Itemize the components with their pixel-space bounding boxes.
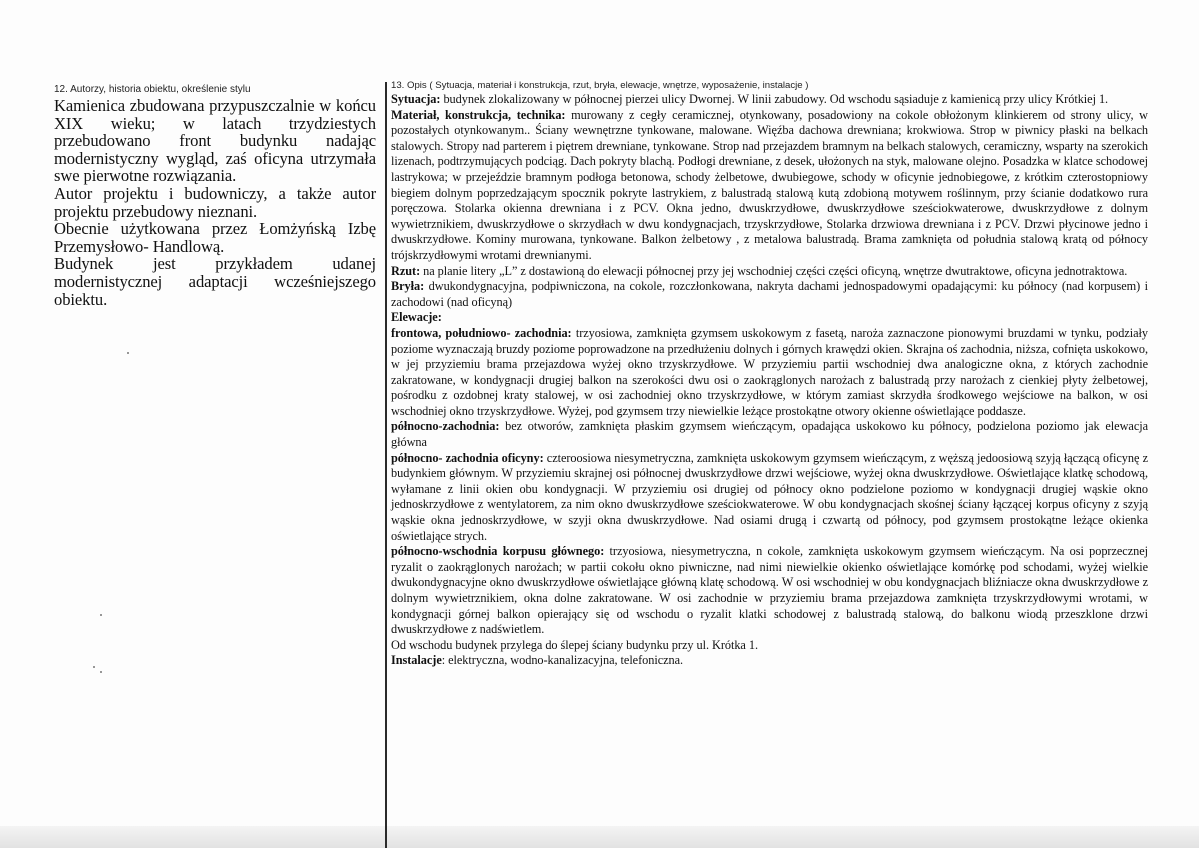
annex-elevation-paragraph — [391, 451, 1148, 545]
column-divider — [385, 82, 387, 848]
massing-label: Bryła: — [391, 279, 425, 294]
section-13-description — [391, 80, 1148, 669]
northeast-elevation-paragraph — [391, 544, 1148, 638]
front-elevation-label: frontowa, południowo- zachodnia: — [391, 325, 572, 340]
northeast-elevation-label: północno-wschodnia korpusu głównego: — [391, 544, 605, 559]
front-elevation-text: trzyosiowa, zamknięta gzymsem uskokowym z fasetą, naroża zaznaczone pionowymi bruzdami w tynku, podziały poziome wyznaczają bruzdy poziome poprowadzone na przedłużeniu dolnych i górnych krawędzi okien. Skrajna oś zachodnia, niższa, cofnięta uskokowo, w jej przyziemiu brama przejazdowa wyżej okno trzyskrzydłowe. W przyziemiu partii wschodniej dwa analogiczne okna, z których zachodnie zakratowane, w kondygnacji drugiej balkon na szerokości dwu osi o zaokrąglonych narożach z balustradą przy narożach z cienkiej płyty żelbetowej, pośrodku z ozdobnej kraty stalowej, w osi zachodniej okno trzyskrzydłowe, w którym zamiast skrzydła środkowego wejściowe na balkon, w osi wschodniej okno trzyskrzydłowe. Wyżej, pod gzymsem trzy niewielkie leżące prostokątne otwory okienne oświetlające poddasze. — [391, 325, 1149, 418]
material-label: Materiał, konstrukcja, technika: — [391, 107, 566, 122]
northeast-elevation-text: trzyosiowa, niesymetryczna, n cokole, zamknięta uskokowym gzymsem wieńczącym. Na osi poprzecznej ryzalit o zaokrąglonych narożach; w partii cokołu okno piwniczne, nad nimi niewielkie okienko oświetlające komórkę pod schodami, wyżej wielkie dwukondygnacyjne okno dwuskrzydłowe oświetlające główną klatę schodową. W osi wschodniej w obu kondygnacjach bliźniacze okna dwuskrzydłowe z dolnym wywietrznikiem, okna dolne zakratowane. W osi zachodnie w przyziemiu brama przejazdowa zamknięta trzyskrzydłowymi wrotami, w kondygnacji górnej balkon opierający się od wschodu o ryzalit klatki schodowej z balustradą stalową, do balkonu wiodą przeszklone drzwi dwuskrzydłowe z nadświetlem. — [391, 544, 1148, 637]
annex-elevation-label: północno- zachodnia oficyny: — [391, 450, 544, 465]
plan-label: Rzut: — [391, 263, 421, 278]
current-use-paragraph: Obecnie użytkowana przez Łomżyńską Izbę Przemysłowo- Handlową. — [54, 219, 376, 256]
installations-paragraph — [391, 653, 1148, 669]
scan-speck — [93, 666, 95, 668]
plan-paragraph — [391, 264, 1148, 280]
style-paragraph: Budynek jest przykładem udanej modernistycznej adaptacji wcześniejszego obiektu. — [54, 254, 376, 309]
massing-paragraph — [391, 279, 1148, 310]
situation-paragraph — [391, 92, 1148, 108]
material-text: murowany z cegły ceramicznej, otynkowany, posadowiony na cokole obłożonym klinkierem od strony ulicy, w pozostałych otynkowanym.. Ściany wewnętrzne tynkowane, malowane. Więźba dachowa drewniana; krokwiowa. Strop w piwnicy płaski na belkach stalowych. Stropy nad parterem i piętrem drewniane, tynkowane. Strop nad przejazdem bramnym na belkach stalowych, ceramiczny, wsparty na szerokich lizenach, podtrzymujących podciąg. Dach pokryty blachą. Podłogi drewniane, z desek, ułożonych na styk, malowane olejno. Posadzka w klatce schodowej lastrykowa; w przejeździe bramnym podłoga betonowa, schody żelbetowe, dwubiegowe, schody w oficynie jednobiegowe, z krótkim czterostopniowy biegiem dolnym poprzedzającym spocznik pokryte lastrykiem, z balustradą stalową kutą zdobioną motywem roślinnym, przy ścianie dodatkowo rura poręczowa. Stolarka okienna drewniana i z PCV. Okna jedno, dwuskrzydłowe, dwuskrzydłowe sześciokwaterowe, dwuskrzydłowe z dolnym wywietrznikiem, dwuskrzydłowe o skrzydłach w dwu kondygnacjach, trzyskrzydłowe, Stolarka drzwiowa drewniana i z PCV. Drzwi płycinowe jedno i dwuskrzydłowe. Kominy murowana, tynkowane. Balkon żelbetowy , z metalowa balustradą. Brama zamknięta od południa stalową kratą od północy trójskrzydłowymi wrotami drewnianymi. — [391, 107, 1148, 262]
plan-text: na planie litery „L” z dostawioną do elewacji północnej przy jej wschodniej części części oficyną, wnętrze dwutraktowe, oficyna jednotraktowa. — [420, 263, 1128, 278]
history-paragraph: Kamienica zbudowana przypuszczalnie w końcu XIX wieku; w latach trzydziestych przebudowano front budynku nadając modernistyczny wygląd, zaś oficyna utrzymała swe pierwotne rozwiązania. — [54, 96, 376, 186]
scan-speck — [127, 352, 129, 354]
front-elevation-paragraph — [391, 326, 1148, 420]
installations-label: Instalacje — [391, 653, 442, 668]
scan-speck — [100, 671, 102, 673]
annex-elevation-text: czteroosiowa niesymetryczna, zamknięta uskokowym gzymsem wieńczącym, z węższą jedoosiową szyją łączącą oficynę z budynkiem głównym. W przyziemiu skrajnej osi północnej dwuskrzydłowe drzwi wejściowe, wyżej okna dwuskrzydłowe. Oświetlające klatkę schodową, wyłamane z linii okien obu kondygnacji. W przyziemiu osi drugiej od północy okno podzielone poziomo w kondygnacji drugiej wąskie okno jednoskrzydłowe z wentylatorem, za nim okno dwuskrzydłowe sześciokwaterowe. W obu kondygnacjach skośnej ściany łączącej korpus oficyny z szyją wąskie okna jednoskrzydłowe, w szyji okna dwuskrzydłowe. Nad osiami drugą i czwartą od północy, pod gzymsem prostokątne leżące okienka oświetlające strych. — [391, 450, 1148, 543]
section-12-heading: 12. Autorzy, historia obiektu, określenie stylu — [54, 84, 251, 95]
situation-text: budynek zlokalizowany w północnej pierzei ulicy Dwornej. W linii zabudowy. Od wschodu sąsiaduje z kamienicą przy ulicy Krótkiej 1. — [440, 92, 1109, 106]
east-adjacency-paragraph — [391, 638, 1148, 654]
scan-speck — [100, 614, 102, 616]
scan-bottom-edge — [0, 826, 1199, 848]
author-paragraph: Autor projektu i budowniczy, a także autor projektu przebudowy nieznani. — [54, 183, 376, 221]
northwest-elevation-text: bez otworów, zamknięta płaskim gzymsem wieńczącym, opadająca uskokowo ku północy, podzielona poziomo jak elewacja główna — [391, 419, 1148, 450]
installations-text: : elektryczna, wodno-kanalizacyjna, telefoniczna. — [441, 653, 684, 668]
section-12-authors-history — [54, 84, 376, 308]
massing-text: dwukondygnacyjna, podpiwniczona, na cokole, rozczłonkowana, nakryta dachami jednospadowymi opadającymi: ku północy (nad korpusem) i zachodowi (nad oficyną) — [391, 279, 1148, 309]
east-adjacency-text: Od wschodu budynek przylega do ślepej ściany budynku przy ul. Krótka 1. — [391, 637, 758, 652]
elevations-heading — [391, 310, 1148, 326]
northwest-elevation-label: północno-zachodnia: — [391, 419, 500, 434]
material-paragraph — [391, 108, 1148, 264]
situation-label: Sytuacja: — [391, 92, 441, 106]
northwest-elevation-paragraph — [391, 419, 1148, 450]
section-13-heading: 13. Opis ( Sytuacja, materiał i konstrukcja, rzut, bryła, elewacje, wnętrze, wyposażenie, instalacje ) — [391, 80, 809, 91]
elevations-label: Elewacje: — [391, 310, 442, 325]
